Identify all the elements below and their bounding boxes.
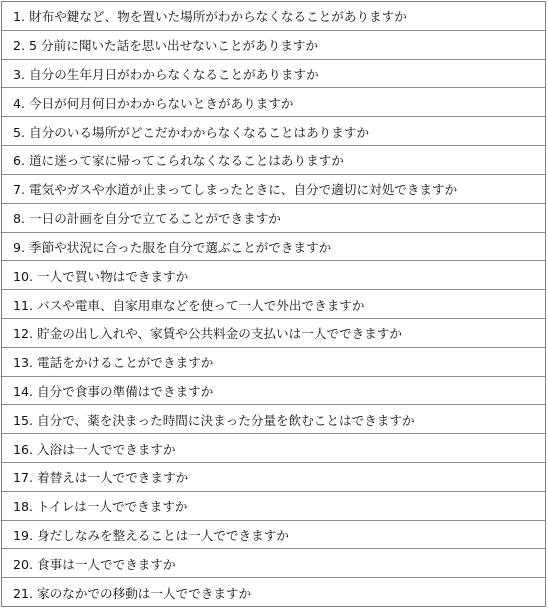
question-text: 13. 電話をかけることができますか xyxy=(13,355,214,371)
question-row-6 xyxy=(2,146,545,175)
question-text: 17. 着替えは一人でできますか xyxy=(13,470,189,486)
question-text: 15. 自分で、薬を決まった時間に決まった分量を飲むことはできますか xyxy=(13,412,415,428)
question-row-14 xyxy=(2,377,545,406)
question-row-21 xyxy=(2,578,545,606)
question-row-12 xyxy=(2,319,545,348)
question-row-3 xyxy=(2,60,545,89)
question-row-17 xyxy=(2,463,545,492)
question-row-9 xyxy=(2,233,545,262)
question-row-4 xyxy=(2,88,545,117)
question-text: 19. 身だしなみを整えることは一人でできますか xyxy=(13,528,289,544)
question-text: 9. 季節や状況に合った服を自分で選ぶことができますか xyxy=(13,239,332,255)
question-text: 12. 貯金の出し入れや、家賃や公共料金の支払いは一人でできますか xyxy=(13,326,402,342)
question-row-7 xyxy=(2,175,545,204)
question-row-8 xyxy=(2,204,545,233)
question-text: 2. 5 分前に聞いた話を思い出せないことがありますか xyxy=(13,38,319,54)
question-text: 21. 家のなかでの移動は一人でできますか xyxy=(13,585,252,601)
question-text: 8. 一日の計画を自分で立てることができますか xyxy=(13,211,281,227)
question-text: 7. 電気やガスや水道が止まってしまったときに、自分で適切に対処できますか xyxy=(13,182,458,198)
question-row-10 xyxy=(2,261,545,290)
question-text: 11. バスや電車、自家用車などを使って一人で外出できますか xyxy=(13,297,365,313)
question-text: 14. 自分で食事の準備はできますか xyxy=(13,383,214,399)
question-text: 1. 財布や鍵など、物を置いた場所がわからなくなることがありますか xyxy=(13,9,407,25)
question-row-13 xyxy=(2,348,545,377)
question-row-16 xyxy=(2,434,545,463)
question-text: 4. 今日が何月何日かわからないときがありますか xyxy=(13,95,294,111)
question-text: 18. トイレは一人でできますか xyxy=(13,499,188,515)
question-row-5 xyxy=(2,117,545,146)
question-text: 3. 自分の生年月日がわからなくなることがありますか xyxy=(13,67,319,83)
question-row-2 xyxy=(2,31,545,60)
question-row-1 xyxy=(2,2,545,31)
question-row-20 xyxy=(2,549,545,578)
question-text: 5. 自分のいる場所がどこだかわからなくなることはありますか xyxy=(13,124,370,140)
question-text: 20. 食事は一人でできますか xyxy=(13,556,176,572)
question-text: 6. 道に迷って家に帰ってこられなくなることはありますか xyxy=(13,153,344,169)
question-row-19 xyxy=(2,521,545,550)
question-text: 10. 一人で買い物はできますか xyxy=(13,268,189,284)
question-text: 16. 入浴は一人でできますか xyxy=(13,441,176,457)
question-row-15 xyxy=(2,405,545,434)
question-row-11 xyxy=(2,290,545,319)
question-row-18 xyxy=(2,492,545,521)
question-table xyxy=(1,1,546,607)
